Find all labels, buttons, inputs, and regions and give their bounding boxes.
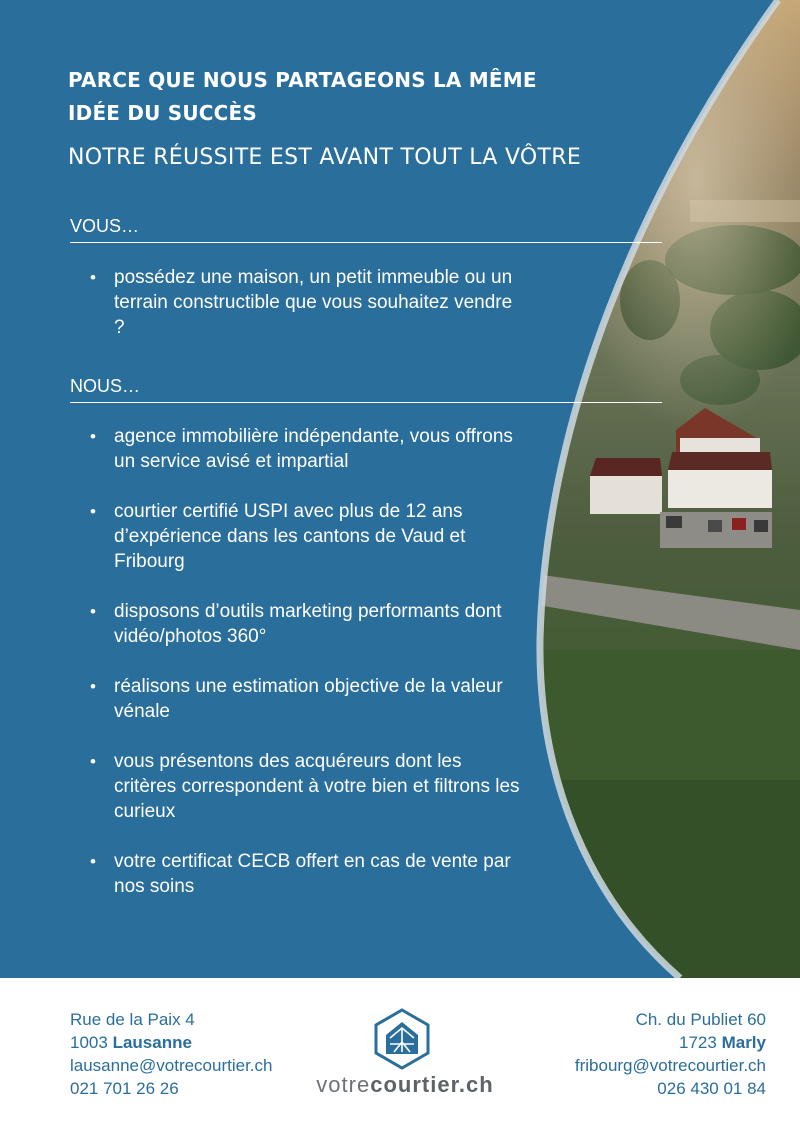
logo-prefix: votre: [316, 1072, 371, 1097]
address-city-line: [70, 1031, 272, 1054]
vous-list: [90, 265, 520, 340]
address-street: Rue de la Paix 4: [70, 1010, 195, 1029]
list-item: [90, 674, 520, 724]
address-zip: 1003: [70, 1033, 108, 1052]
list-item: [90, 749, 520, 824]
list-item: [90, 499, 520, 574]
logo-wordmark: [310, 1072, 500, 1098]
section-title-vous: VOUS…: [70, 216, 662, 243]
house-logo-icon: [372, 1008, 432, 1070]
section-title-nous: NOUS…: [70, 376, 662, 403]
list-item-text: courtier certifié USPI avec plus de 12 ans d’expérience dans les cantons de Vaud et Fribourg: [114, 501, 466, 572]
bullet-icon: •: [90, 852, 96, 871]
logo-suffix: courtier.ch: [370, 1072, 494, 1097]
address-fribourg: [575, 1008, 766, 1100]
headline-line-1: PARCE QUE NOUS PARTAGEONS LA MÊME: [68, 68, 537, 92]
address-city: Lausanne: [112, 1033, 192, 1052]
phone-number[interactable]: 021 701 26 26: [70, 1079, 179, 1098]
email-link[interactable]: lausanne@votrecourtier.ch: [70, 1056, 273, 1075]
phone-number[interactable]: 026 430 01 84: [657, 1079, 766, 1098]
address-zip: 1723: [679, 1033, 717, 1052]
bullet-icon: •: [90, 427, 96, 446]
brand-logo[interactable]: [310, 1008, 500, 1108]
list-item-text: disposons d’outils marketing performants dont vidéo/photos 360°: [114, 601, 502, 647]
headline-line-2: IDÉE DU SUCCÈS: [68, 101, 258, 125]
bullet-icon: •: [90, 502, 96, 521]
list-item: [90, 424, 520, 474]
list-item-text: votre certificat CECB offert en cas de vente par nos soins: [114, 851, 511, 897]
list-item: [90, 849, 520, 899]
address-city: Marly: [721, 1033, 766, 1052]
list-item-text: vous présentons des acquéreurs dont les critères correspondent à votre bien et filtrons les curieux: [114, 751, 520, 822]
headline: [68, 64, 588, 130]
footer: [0, 978, 800, 1126]
bullet-icon: •: [90, 752, 96, 771]
address-street: Ch. du Publiet 60: [635, 1010, 766, 1029]
address-lausanne: [70, 1008, 272, 1100]
headline-subtitle: NOTRE RÉUSSITE EST AVANT TOUT LA VÔTRE: [68, 145, 582, 170]
list-item: [90, 265, 520, 340]
address-city-line: [575, 1031, 766, 1054]
list-item-text: possédez une maison, un petit immeuble ou un terrain constructible que vous souhaitez vendre ?: [114, 267, 513, 338]
list-item-text: agence immobilière indépendante, vous offrons un service avisé et impartial: [114, 426, 513, 472]
bullet-icon: •: [90, 268, 96, 287]
email-link[interactable]: fribourg@votrecourtier.ch: [574, 1056, 766, 1075]
list-item-text: réalisons une estimation objective de la valeur vénale: [114, 676, 503, 722]
nous-list: [90, 424, 520, 924]
bullet-icon: •: [90, 602, 96, 621]
list-item: [90, 599, 520, 649]
bullet-icon: •: [90, 677, 96, 696]
